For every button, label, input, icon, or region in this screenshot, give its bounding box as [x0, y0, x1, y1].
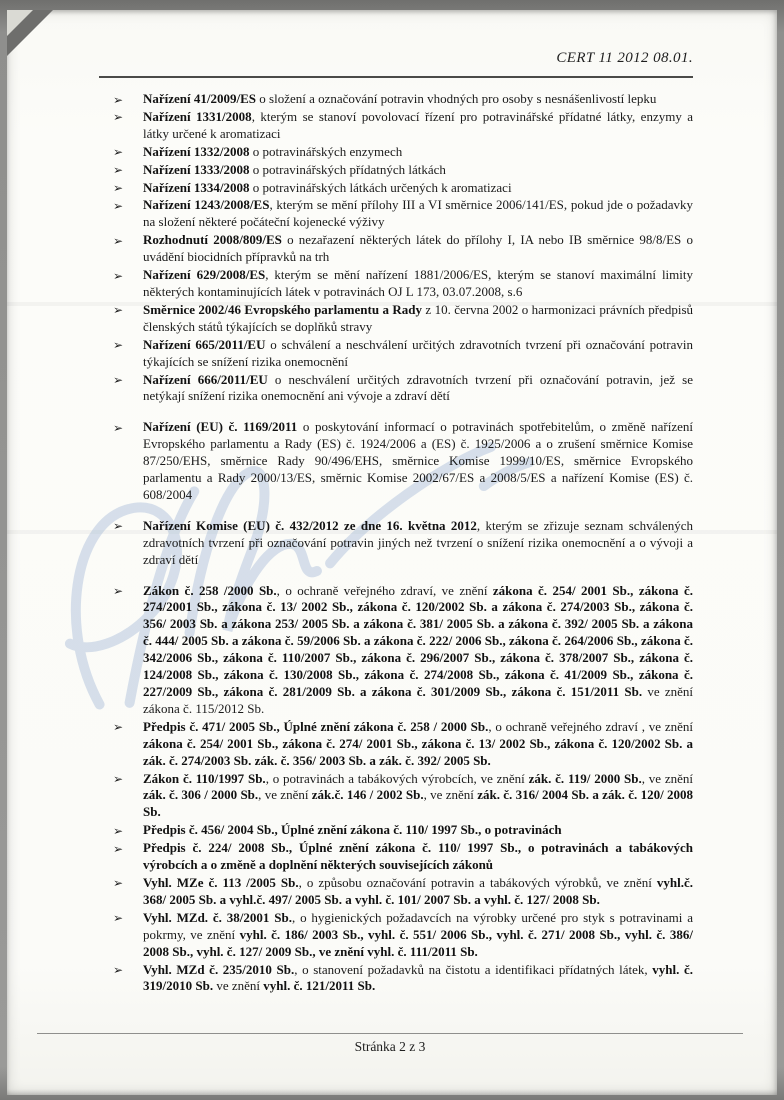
regulation-group [99, 91, 693, 405]
list-item [99, 180, 693, 197]
list-item [99, 419, 693, 504]
item-text: Nařízení 41/2009/ES o složení a označování potravin vhodných pro osoby s nesnášenlivostí lepku [143, 91, 657, 106]
arrow-bullet-icon: ➢ [113, 303, 124, 318]
regulation-group [99, 419, 693, 504]
document-reference: CERT 11 2012 08.01. [556, 50, 693, 66]
item-text: Nařízení 1331/2008, kterým se stanoví povolovací řízení pro potravinářské přídatné látky, enzymy a látky určené k aromatizaci [143, 108, 694, 141]
bottom-edge-shadow [7, 1089, 777, 1095]
header-divider [99, 76, 693, 78]
arrow-bullet-icon: ➢ [113, 876, 124, 891]
regulation-group [99, 583, 693, 996]
list-item [99, 267, 693, 301]
arrow-bullet-icon: ➢ [113, 420, 124, 435]
list-item [99, 162, 693, 179]
list-item [99, 337, 693, 371]
item-text: Nařízení 1243/2008/ES, kterým se mění přílohy III a VI směrnice 2006/141/ES, pokud jde o požadavky na složení některé počáteční kojenecké výživy [143, 197, 694, 230]
item-text: Nařízení 629/2008/ES, kterým se mění nařízení 1881/2006/ES, kterým se stanoví maximální limity některých kontaminujících látek v potravinách OJ L 173, 03.07.2008, s.6 [143, 267, 694, 299]
list-item [99, 197, 693, 231]
arrow-bullet-icon: ➢ [113, 911, 124, 926]
list-item [99, 822, 693, 839]
item-text: Nařízení 666/2011/EU o neschválení určitých zdravotních tvrzení při označování potravin, jež se netýkají snížení rizika onemocnění ani vývoje a zdraví dětí [143, 371, 693, 404]
list-item [99, 962, 693, 996]
arrow-bullet-icon: ➢ [113, 841, 124, 856]
arrow-bullet-icon: ➢ [113, 772, 124, 787]
list-item [99, 144, 693, 161]
arrow-bullet-icon: ➢ [113, 233, 124, 248]
list-item [99, 840, 693, 874]
item-text: Zákon č. 258 /2000 Sb., o ochraně veřejného zdraví, ve znění zákona č. 254/ 2001 Sb., zákona č. 274/2001 Sb., zákona č. 13/ 2002 Sb., zákona č. 120/2002 Sb. a zákona č. 274/2003 Sb., zákona č. 356/ 2003 Sb. a zákona 253/ 2005 Sb. a zákona č. 381/ 2005 Sb. a zákona č. 392/ 2005 Sb. a zákona č. 444/ 2005 Sb. a zákona č. 59/2006 Sb. a zákona č. 222/ 2006 Sb., zákona č. 264/2006 Sb., zákona č. 342/2006 Sb., zákona č. 110/2007 Sb., zákona č. 296/2007 Sb., zákona č. 378/2007 Sb., zákona č. 124/2008 Sb., zákona č. 130/2008 Sb., zákona č. 274/2008 Sb., zákona č. 41/2009 Sb., zákona č. 227/2009 Sb., zákona č. 281/2009 Sb. a zákona č. 301/2009 Sb., zákona č. 151/2011 Sb. ve znění zákona č. 115/2012 Sb. [143, 582, 693, 716]
item-text: Nařízení 1332/2008 o potravinářských enzymech [143, 143, 403, 159]
item-text: Nařízení (EU) č. 1169/2011 o poskytování informací o potravinách spotřebitelům, o změně nařízení Evropského parlamentu a Rady (ES) č. 1924/2006 a (ES) č. 1925/2006 a o zrušení směrnice Komise 87/250/EHS, směrnice Rady 90/496/EHS, směrnice Komise 1999/10/ES, směrnice Evropského parlamentu a Rady 2000/13/ES, směrnic Komise 2002/67/ES a 2008/5/ES a nařízení Komise (ES) č. 608/2004 [143, 419, 693, 502]
regulation-group [99, 518, 693, 569]
arrow-bullet-icon: ➢ [113, 823, 124, 838]
list-item [99, 910, 693, 961]
list-item [99, 302, 693, 336]
arrow-bullet-icon: ➢ [113, 519, 124, 534]
arrow-bullet-icon: ➢ [113, 110, 124, 125]
item-text: Zákon č. 110/1997 Sb., o potravinách a tabákových výrobcích, ve znění zák. č. 119/ 2000 Sb., ve znění zák. č. 306 / 2000 Sb., ve znění zák.č. 146 / 2002 Sb., ve znění zák. č. 316/ 2004 Sb. a zák. č. 120/ 2008 Sb. [143, 770, 694, 820]
item-text: Směrnice 2002/46 Evropského parlamentu a Rady z 10. června 2002 o harmonizaci právních předpisů členských států týkajících se doplňků stravy [143, 301, 693, 334]
regulation-list [99, 91, 693, 995]
list-item [99, 719, 693, 770]
arrow-bullet-icon: ➢ [113, 268, 124, 283]
page-footer [37, 1033, 743, 1055]
item-text: Rozhodnutí 2008/809/ES o nezařazení některých látek do přílohy I, IA nebo IB směrnice 98/8/ES o uvádění biocidních přípravků na trh [143, 232, 693, 265]
arrow-bullet-icon: ➢ [113, 373, 124, 387]
arrow-bullet-icon: ➢ [113, 338, 124, 353]
item-text: Předpis č. 456/ 2004 Sb., Úplné znění zákona č. 110/ 1997 Sb., o potravinách [143, 822, 562, 838]
arrow-bullet-icon: ➢ [113, 963, 124, 977]
item-text: Nařízení 665/2011/EU o schválení a neschválení určitých zdravotních tvrzení při označování potravin týkajících se snížení rizika onemocnění [143, 336, 693, 369]
list-item [99, 91, 693, 108]
list-item [99, 232, 693, 266]
item-text: Nařízení 1333/2008 o potravinářských přídatných látkách [143, 161, 446, 177]
page-content [99, 50, 693, 996]
list-item [99, 875, 693, 909]
item-text: Vyhl. MZd č. 235/2010 Sb., o stanovení požadavků na čistotu a identifikaci přídatných látek, vyhl. č. 319/2010 Sb. ve znění vyhl. č. 121/2011 Sb. [143, 961, 693, 994]
item-text: Vyhl. MZe č. 113 /2005 Sb., o způsobu označování potravin a tabákových výrobků, ve znění vyhl.č. 368/ 2005 Sb. a vyhl.č. 497/ 2005 Sb. a vyhl. č. 101/ 2007 Sb. a vyhl. č. 127/ 2008 Sb. [143, 874, 693, 907]
item-text: Předpis č. 471/ 2005 Sb., Úplné znění zákona č. 258 / 2000 Sb., o ochraně veřejného zdraví , ve znění zákona č. 254/ 2001 Sb., zákona č. 274/ 2001 Sb., zákona č. 13/ 2002 Sb., zákona č. 120/2002 Sb. a zák. č. 274/2003 Sb. zák. č. 356/ 2003 Sb. a zák. č. 392/ 2005 Sb. [143, 718, 693, 768]
page-number: Stránka 2 z 3 [354, 1039, 426, 1054]
arrow-bullet-icon: ➢ [113, 92, 124, 107]
paper [7, 10, 777, 1095]
item-text: Nařízení 1334/2008 o potravinářských látkách určených k aromatizaci [143, 179, 512, 195]
list-item [99, 372, 693, 406]
list-item [99, 583, 693, 718]
item-text: Vyhl. MZd. č. 38/2001 Sb., o hygienických požadavcích na výrobky určené pro styk s potravinami a pokrmy, ve znění vyhl. č. 186/ 2003 Sb., vyhl. č. 551/ 2006 Sb., vyhl. č. 271/ 2008 Sb., vyhl. č. 386/ 2008 Sb., vyhl. č. 127/ 2009 Sb., ve znění vyhl. č. 111/2011 Sb. [143, 909, 693, 959]
list-item [99, 518, 693, 569]
arrow-bullet-icon: ➢ [113, 720, 124, 735]
item-text: Předpis č. 224/ 2008 Sb., Úplné znění zákona č. 110/ 1997 Sb., o potravinách a tabákových výrobcích a o změně a doplnění některých souvisejících zákonů [143, 840, 693, 873]
item-text: Nařízení Komise (EU) č. 432/2012 ze dne 16. května 2012, kterým se zřizuje seznam schválených zdravotních tvrzení při označování potravin jiných než tvrzení o snížení rizika onemocnění a o vývoji a zdraví dětí [143, 517, 693, 567]
list-item [99, 109, 693, 143]
arrow-bullet-icon: ➢ [113, 584, 124, 599]
arrow-bullet-icon: ➢ [113, 181, 124, 196]
arrow-bullet-icon: ➢ [113, 198, 124, 213]
arrow-bullet-icon: ➢ [113, 163, 124, 178]
corner-fold-inner [7, 10, 33, 36]
list-item [99, 771, 693, 822]
arrow-bullet-icon: ➢ [113, 145, 124, 160]
